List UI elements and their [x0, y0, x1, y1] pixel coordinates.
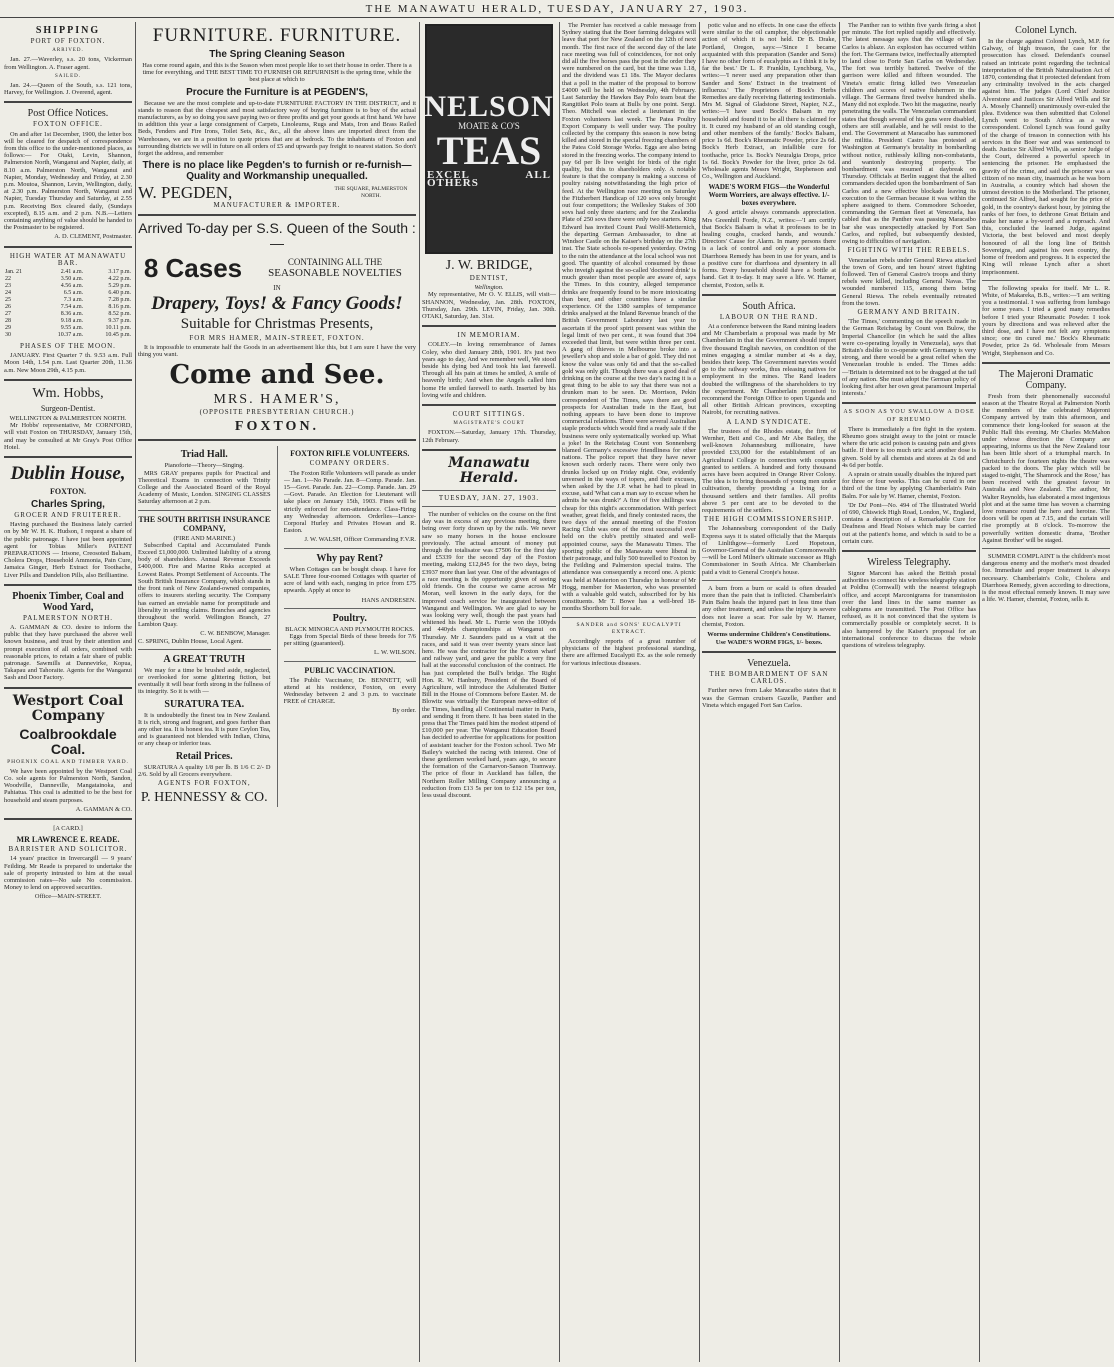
divider: [422, 490, 556, 491]
syndicate-text: The trustees of the Rhodes estate, the firm of Wernher, Beit and Co., and Mr Abe Bailey, the well-known Johannesburg millionaire, have provided £33,000 for the establishment of an Agricultural College in connection with coupons granted to settlers. A hundred and forty thousand acres have been acquired in Orange River Colony. The idea is to bring thousands of young men under cultivation, thereby providing a living for a thousand settlers and their families. All profits above 5 per cent are to be devoted to the requirements of the settlers.: [702, 427, 836, 514]
fighting-text: Venezuelan rebels under General Riewa attacked the town of Goro, and ten hours' street fighting followed. Ten of General Castro's troops and thirty rebels were killed, including General Navas. The wounded numbered 115, among them being General Riewa. The rebels eventually retreated from the town.: [842, 256, 976, 307]
south-british-text: Subscribed Capital and Accumulated Funds Exceed £1,000,000. Unlimited liability of a strong body of shareholders. Annual Revenue Exceeds £400,000. Fire and Marine Risks accepted at Lowest Rates. Prompt Settlement of Accounts. The South British Insurance Company, which stands in the front rank of New Zealand-owned companies, offers to insurers sterling security. The Company has earned an enviable name for promptitude and liberality in settling claims. Branches and agencies throughout the world. Wellington Branch, 27 Lambton Quay.: [138, 541, 271, 629]
rent-heading: Why pay Rent?: [316, 552, 384, 564]
commissioner-heading: THE HIGH COMMISSIONERSHIP.: [703, 515, 835, 524]
westport-heading: Westport Coal Company: [12, 692, 124, 724]
tide-date: 27: [5, 311, 11, 318]
column-rule: [559, 22, 560, 1362]
bridge-text: My representative, Mr O. V. ELLIS, will visit— SHANNON, Wednesday, Jan. 28th. FOXTON, Thursday, Jan. 29th. LEVIN, Friday, Jan. 30th. OTAKI, Saturday, Jan. 31st.: [422, 291, 556, 321]
hobbs-subheading: Surgeon-Dentist.: [40, 403, 96, 413]
fighting-heading: FIGHTING WITH THE REBELS.: [847, 246, 971, 255]
court-heading: COURT SITTINGS.: [452, 410, 526, 419]
mrs-hamer-heading: MRS. HAMER'S,: [213, 392, 341, 408]
divider: [422, 404, 556, 406]
column-2: [138, 22, 416, 1362]
for-mrs-hamer: FOR MRS HAMER, MAIN-STREET, FOXTON.: [189, 333, 365, 342]
poultry-signature: L. W. WILSON.: [374, 649, 416, 657]
rheumo-text: There is immediately a fire fight in the system. Rheumo goes straight away to the joint or muscle where the uric acid poison is causing pain and gives battle. If there is too much uric acid another dose is given. Sold by all chemists and stores at 2s 6d and 4s 6d per bottle.: [842, 425, 976, 469]
retail-prices: SURATURA A quality 1/8 per lb. B 1/6 C 2/- D 2/6. Sold by all Grocers everywhere.: [138, 763, 271, 778]
column-rule: [135, 22, 136, 1362]
wade-heading: WADE'S WORM FIGS—the Wonderful Worm Worriers, are always effective. 1/- boxes everywhere.: [708, 183, 830, 208]
memoriam-text: COLEY.—In loving remembrance of James Coley, who died January 28th, 1901. It's just two years ago to day, And we remember well, We stood beside his dying bed And took his last farewell. Through all his pain at times he smiled, A smile of heavenly birth; And when the Angels called him home He smiled farewell to earth. Inserted by his loving wife and children.: [422, 341, 556, 399]
triad-text: MRS GRAY prepares pupils for Practical and Theoretical Exams in connection with Trinity College and the Associated Board of the Royal Academy of Music, London. SINGING CLASSES Saturday afternoon at 2 p.m.: [138, 469, 271, 506]
drapery-heading: Drapery, Toys! & Fancy Goods!: [151, 292, 403, 314]
arrived-today-heading: Arrived To-day per S.S. Queen of the South :—: [138, 220, 416, 252]
hobbs-heading: Wm. Hobbs,: [32, 385, 104, 401]
divider: [4, 584, 132, 586]
court-subheading: MAGISTRATE'S COURT: [453, 421, 525, 427]
divider: [284, 608, 417, 609]
triad-heading: Triad Hall.: [180, 449, 228, 461]
column-5: [702, 22, 836, 1362]
foxton-heading: FOXTON.: [234, 419, 320, 435]
south-africa-text: At a conference between the Rand mining leaders and Mr Chamberlain a proposal was made by Mr Chamberlain in that the Government should import five thousand English navvies, on condition of the mines engaging a similar number at 4s a day, besides their keep. The Government navvies would go to the railway works, thus releasing natives for employment in the mines. The Rand leaders doubted the willingness of the shareholders to try the experiment. Mr Chamberlain promised to recommend the Foreign Office to open Uganda and all other British African provinces, excepting Nairobi, for recruiting natives.: [702, 322, 836, 417]
column-rule: [979, 22, 980, 1362]
divider: [284, 548, 417, 549]
south-africa-heading: South Africa.: [742, 300, 796, 312]
column-3: [422, 22, 556, 1362]
nelson-logo-title: NELSON: [424, 90, 554, 124]
tide-date: 28: [5, 318, 11, 325]
tide-pm: 6.40 p.m.: [108, 290, 131, 297]
venezuela-subheading: THE BOMBARDMENT OF SAN CARLOS.: [709, 670, 829, 686]
reade-office: Office—MAIN-STREET.: [34, 893, 102, 901]
two-col-section: [138, 446, 416, 807]
divider: [4, 101, 132, 103]
tide-pm: 7.28 p.m.: [108, 297, 131, 304]
majeroni-text: Fresh from their phenomenally successful season at the Theatre Royal at Palmerston North the members of the celebrated Majeroni Company arrived by train this afternoon, and commence their long-looked for season at the Public Hall this evening. Mr Charles McMahon under whose direction the Company are appearing, informs us that the New Zealand tour has been little short of a triumphal march. In Christchurch for fourteen nights the theatre was packed to the doors. The play which will be staged to-night, 'The Shamrock and the Rose,' has been received with the greatest favour in Australia and New Zealand. The author, Mr Walter Reynolds, has elaborated a most ingenious plot and at the same time has woven a charming love romance round the hero and heroine. The doors will be open at 7.15, and the curtain will rise promptly at 8 o'clock. To-morrow the powerfully written domestic drama, 'Brother Against Brother' will be staged.: [982, 392, 1110, 544]
wireless-text: Signor Marconi has asked the British postal authorities to connect his wireless telegraphy station at Poldhu (Cornwall) with the nearest telegraph office, and accept Marconigrams for transmission over the land lines in the same manner as cablegrams are transmitted. The Post Office has refused, as it is not convinced that the system is commercially possible or completely secret. It is also hampered by the Kaiser's proposal for an international conference to discuss the whole questions of wireless telegraphy.: [842, 570, 976, 650]
tide-pm: 9.37 p.m.: [108, 318, 131, 325]
divider: [982, 548, 1110, 549]
cases-count: 8 Cases: [143, 253, 243, 284]
tide-row: [4, 283, 132, 290]
pegden-address: THE SQUARE, PALMERSTON NORTH.: [334, 185, 408, 200]
triad-subheading: Pianoforte—Theory—Singing.: [164, 462, 244, 470]
tide-pm: 8.52 p.m.: [108, 311, 131, 318]
containing-label: CONTAINING ALL THE: [287, 257, 383, 268]
pegden-name: W. PEGDEN,: [138, 183, 233, 203]
lynch-text: In the charge against Colonel Lynch, M.P. for Galway, of high treason, the case for the prosecution has closed. Defendant's counsel raised an intricate point regarding the technical interpretation of the British Naturalisation Act of 1870, contending that it protected defendant from any criminality involved in the acts charged against him. The judges (Lord Chief Justice Alverstone and Justices Sir Alfred Wills and Sir A. Mosely Channell) unanimously over-ruled the plea. Evidence was then submitted that Colonel Lynch went to South Africa as a war correspondent. Colonel Lynch was found guilty of the charge of treason in connection with his services in the Boer war and was sentenced to death. Justice Sir Alfred Wills, as senior Judge of the Court, delivered a powerful speech in sentencing the prisoner. He emphasised the gravity of the crime, and said the prisoner was a citizen of no mean city, inasmuch as he was born in Australia, a country which had shown the utmost devotion to the Motherland. The prisoner, continued Sir Alfred, had sought for the price of gold, in the country's darkest hour, by joining the ranks of her foes, to dethrone Great Britain and make her name a by-word and a reproach. And this, concluded the learned Judge, against Victoria, the best beloved and most deeply honoured of all the long line of British Sovereigns, and against his own country, the home of freedom and progress. It is expected the King will release Lynch after a short imprisonment.: [982, 38, 1110, 276]
suratura-heading: SURATURA TEA.: [164, 698, 245, 710]
sailed-label: SAILED.: [54, 73, 82, 79]
furniture-text-2: Because we are the most complete and up-to-date FURNITURE FACTORY IN THE DISTRICT, and it stands to reason that the cheapest and most satisfactory way of buying furniture is to buy of the actual manufacturers, as by so doing you save paying two or three profits and get your goods at first hand. We have in addition this year a large consignment of Carpets, Linoleums, Rugs and Mats, Iron and Brass Railed Beds, Fenders and Fire Irons, Toilet Sets, &c., &c., all the above lines are imported direct from the Warehouses, we are in a position to quote prices that are at bedrock. To the inhabitants of Foxton and surrounding districts we will in future on all orders of £5 and upwards pay freight to nearest station. So don't forget the address, and remember: [138, 99, 416, 158]
spring-text: Having purchased the Business lately carried on by Mr W. H. K. Hudson, I request a share of the public patronage. I have just been appointed agent for Tobias Miller's PATENT PREPARATIONS — Irisone, Creosoted Balsam, Cholera Drops, Household Ammonia, Pain Cure, Jamaica Ginger, Herb Extract for Toothache, Liver Pills and Dandelion Pills, also Brilliantine.: [4, 521, 132, 579]
burn-text: A burn from a burn or scald is often dreaded more than the pain that is inflicted. Chamberlain's Pain Balm heals the injured part in less time than any other treatment, and unless the injury is severe does not leave a scar. For sale by W. Hamer, chemist, Foxton.: [702, 584, 836, 628]
tide-am: 9.18 a.m.: [60, 318, 84, 325]
sander-heading: SANDER and SONS' EUCALYPTI EXTRACT.: [576, 621, 682, 635]
no-place-heading: There is no place like Pegden's to furnish or re-furnish—Quality and Workmanship unequalled.: [142, 160, 412, 183]
bridge-place: Wellington.: [474, 284, 504, 292]
phoenix-place: PALMERSTON NORTH.: [22, 613, 114, 622]
nelson-logo-sub: MOATE & CO'S: [458, 121, 520, 132]
tide-am: 7.54 a.m.: [60, 304, 84, 311]
sprain-text: A sprain or strain usually disables the injured part for three or four weeks. This can be cured in one third of the time by applying Chamberlain's Pain Balm. For sale by W. Hamer, chemist, Foxton.: [842, 470, 976, 500]
post-office-heading: Post Office Notices.: [27, 108, 109, 120]
remedies-text: potic value and no effects. In one case the effects were similar to the oil camphor, the objectionable action of which it is not held. Dr B. Drake, Portland, Oregon, says:—'Since I became acquainted with this preparation (Sander and Sons) I have no other form of eucalyptus as I think it is by far the best.' Dr L. P. Franklin, Lynchburg, Va., writes:—'I never used any preparation other than Sander and Sons' Extract in the treatment of influenza.' The Proprietors of Bock's Herbs Remedies are daily receiving flattering testimonials. Mrs M. Signal of Gladstone Street, Napier, N.Z., writes:—'I have used Bock's Balsam in my household and found it to be all there is claimed for it. It cured my husband of an old standing cough, and other members of the family.' Bock's Balsam, price 1s 6d. Bock's Rheumatic Powder, price 2s 6d. Bock's Herb Extract, an infallible cure for toothache, price 1s. Bock's Neuralgia Drops, price 1s 6d. Bock's Powder for the liver, price 2s 6d. Wholesale agents Messrs Wright, Stephenson and Co., Wellington and Auckland.: [702, 22, 836, 181]
divider: [702, 294, 836, 296]
impossible-text: It is impossible to enumerate half the Goods in an advertisement like this, but I am sure I have the very thing you want.: [138, 343, 416, 359]
court-text: FOXTON.—Saturday, January 17th. Thursday, 12th February.: [422, 429, 556, 444]
tide-date: 29: [5, 325, 11, 332]
right-subcolumn: [284, 446, 417, 807]
divider: [982, 280, 1110, 281]
south-british-subheading: (FIRE AND MARINE.): [173, 534, 236, 542]
venezuela-continued-text: The Panther ran to within five yards firing a shot per minute. The fort replied rapidly and effectively. The latest message says that the village of San Carlos is ablaze. An explosion has occurred within the fort. The Germans twice, ineffectually attempted to land close to Forte San Carlos on Wednesday. The fort was terribly battered. Twelve of the garrison were killed and fifteen wounded. The Vineta's erratic firing killed two Venezuelan children and scores of native fishermen in the village. The Germans fired twelve hundred shells. Many did not explode. Two hit the magazine, nearly penetrating the walls. The Venezuelan commandant states that though several of his guns were disabled, others are still available, and he will resist to the end. The Government at Maracaibo has summoned the militia. President Castro has protested at Washington at Germany's brutality in bombarding without notice, ruthlessly killing non-combatants, and wantonly destroying property. The bombardment was resumed at daybreak on Thursday. Officials at Berlin suggest that the allied commanders decided upon the bombardment of San Carlos and a new effective blockade leaving its execution to the German because it was within the sphere assigned to them. Commodore Schoeder, commanding the German fleet at Venezuela, has cabled that as the Panther was passing Maracaibo bar she was unexpectedly attacked by Fort San Carlos, and replied, but subsequently desisted, owing to difficulties of navigation.: [842, 22, 976, 246]
dublin-town: FOXTON.: [49, 486, 87, 496]
south-british-heading: THE SOUTH BRITISH INSURANCE COMPANY,: [138, 514, 271, 533]
nelson-logo-excel: EXCEL ALL OTHERS: [427, 169, 551, 189]
divider: [4, 687, 132, 689]
post-office-text: On and after 1st December, 1900, the letter box will be cleared for despatch of correspondence from this office to the under-mentioned places, as follows:— For Otaki, Levin, Shannon, Palmerston North, Wanganui and Napier, daily, at 8.10 a.m. Palmerston North, Wanganui and Napier, Monday, Wednesday and Friday, at 2.30 p.m. Moutoa, Shannon, Levin, Wellington, daily, at 2.30 p.m. Palmerston North, Wanganui and Napier, Tuesday Thursday and Saturday, at 2.55 p.m. Receiving Box cleared daily, (Sundays excepted), 8.15 a.m. and 2 p.m. N.B.—Letters containing anything of value should be handed to the Postmaster to be registered.: [4, 130, 132, 232]
vaccination-text: The Public Vaccinator, Dr. BENNETT, will attend at his residence, Foxton, on every Wednesday between 2 and 3 p.m. to vaccinate FREE of CHARGE.: [283, 676, 416, 706]
tide-pm: 3.17 p.m.: [108, 269, 131, 276]
tide-row: [4, 269, 132, 276]
truth-heading: A GREAT TRUTH: [163, 653, 246, 665]
pegden-role: MANUFACTURER & IMPORTER.: [213, 201, 341, 210]
suratura-text: It is undoubtedly the finest tea in New Zealand. It is rich, strong and fragrant, and goes further than any other tea. It is honest tea. It is pure Ceylon Tea, and is guaranteed not blended with Indian, China, or any cheap or inferior teas.: [138, 711, 271, 748]
tide-row: [4, 318, 132, 325]
divider: [422, 506, 556, 507]
south-british-local: C. SPRING, Dublin House, Local Agent.: [138, 637, 244, 645]
spring-trade: GROCER AND FRUITERER.: [14, 510, 122, 519]
tide-am: 7.3 a.m.: [63, 297, 84, 304]
tide-am: 9.55 a.m.: [60, 325, 84, 332]
worms-heading: Worms undermine Children's Constitutions. Use WADE'S WORM FIGS, 1/- boxes.: [707, 631, 831, 646]
testimonial-text: The following speaks for itself. Mr L. R. White, of Makareka, B.B., writes:—'I am writing you a testimonial. I was suffering from lumbago for some years. I tried a good many remedies before I tried your Rheumatic Powder. I took yours by directions and was relieved after the third dose, and I have not felt any symptoms since; one tin cured me.' Bock's Rheumatic Powder, price 2s 6d. Wholesale from Messrs Wright, Stephenson and Co.: [982, 284, 1110, 357]
post-office-subheading: FOXTON OFFICE.: [33, 120, 103, 129]
divider: [422, 449, 556, 451]
tide-pm: 10.45 p.m.: [105, 332, 131, 339]
hobbs-place: WELLINGTON & PALMERSTON NORTH.: [9, 414, 127, 422]
reade-text: 14 years' practice in Invercargill — 9 years' Feilding. Mr Reade is prepared to undertake the sale of property intrusted to him at the usual commission rates—No sale No commission. Money to lend on approved securities.: [4, 855, 132, 892]
pegden-signature: [138, 183, 416, 203]
agents-label: AGENTS FOR FOXTON,: [157, 778, 251, 787]
divider: [562, 617, 696, 618]
vaccination-signature: By order.: [392, 707, 416, 715]
rent-text: When Cottages can be bought cheap. I have for SALE Three four-roomed Cottages with quarter of acre of land with each, ranging in price from £75 upwards. Apply at once to: [283, 565, 416, 595]
memoriam-heading: IN MEMORIAM.: [457, 331, 521, 340]
tide-pm: 5.29 p.m.: [108, 283, 131, 290]
opposite-church: (OPPOSITE PRESBYTERIAN CHURCH.): [199, 408, 355, 417]
commissioner-text: The Johannesburg correspondent of the Daily Express says it is stated officially that the Marquis of Linlithgow—formerly Lord Hopetoun, Governor-General of the Australian Commonwealth—will be Lord Milner's ultimate successor as High Commissioner in South Africa. Mr Chamberlain paid a visit to General Cronje's house.: [702, 525, 836, 576]
divider: [4, 456, 132, 458]
lynch-heading: Colonel Lynch.: [1015, 25, 1077, 36]
tide-am: 8.36 a.m.: [60, 311, 84, 318]
news-text: The Premier has received a cable message from Sydney stating that the Boer farming delegates will leave that port for New Zealand on the 12th of next month. The first race of the second day of the late race meeting was full of coincidences, for not only did all the five horses pass the post in the order they were numbered on the card, but the time was 1.18, and the dividend was £1 18s. The Mayor declares that a poll in the matter of the proposal to borrow £4000 will be held on Wednesday, 4th February. Last Saturday the Hawkes Bay Polo team beat the Rangitikei Polo team at Bulls by one point. Sergt. Theo. Mitchell was elected a lieutenant in the Foxton volunteers last week. The Patea Poultry Export Company is well under way. The poultry collected by the company this season is now being killed and stored in the special freezing chambers of the Patea Cold Storage Works. Eggs are also being stored in the freezing works. The company intend to pay 6d per lb live weight for birds of the right quality, but this to shareholders only. A notable feature is that the company is making a success of poultry raising notwithstanding the high price of feed. At the Wellington race meeting on Saturday the Fitzherbert Handicap of 120 sovs only brought out four competitors; the Wellesley Stakes of 300 sovs had only three starters; and for the Zealandia Plate of 250 sovs there were only two starters. King Edward has invited Count Paul Wolff-Metternich, the departing German Ambassador, to dine at Windsor Castle on the Kaiser's birthday on the 27th inst. The State schools re-opened yesterday. Owing to the rain the attendance at the local school was not good. The quantity of alcohol consumed by those who inveigh against the so-called 'doctored drink' is much greater than most people are aware of, says the Times. In this country, alleged temperance drinks are frequently found to be more intoxicating than beer, and other countries have a similar experience. Of the 1380 samples of temperance drinks analysed at the Inland Revenue branch of the British Government Laboratory last year to ascertain if the proof spirit present was within the legal limit of two per cent., it was found that 394 exceeded that limit, but were within three per cent. A gang of thieves in Melbourne broke into a jeweller's shop and stole a bar of gold. They did not know the value was only 6d and that the so-called gold was only gilt. Though there was a good deal of drinking on the course at the two day's racing it is a great thing to be able to say that there was not a drunken man to be seen. Dr. Morrison, Pekin correspondent of The Times, says there are good prospects for Australian trade in the East, but nothing appears to have been done to improve commercial relations. There were several Australian staple products which would find a ready sale if the business were only systematically worked up. What a joke! In the Reichstag Count von Sonnenberg blamed Germany's excessive friendliness for other nations. The police report that they have never known such orderly races. There were only two drunks locked up on Friday night. One, evidently unversed in the ways of topers, and their excuses, when asked by the J.P. what he had to plead in excuse, said 'What can a man say to excuse when he admits he was drunk?' A fine of five shillings was cheap for this night's accommodation. With perfect weather, great fields, and finely contested races, the two days of the annual meeting of the Foxton Racing Club was one of the most successful ever held on the club's prettily situated and well-appointed course, says the Manawatu Times. The sporting public of the Manawatu were liberal in their patronage, and fully 500 travelled to Foxton by the Feilding and Palmerston special trains. The attendance was consequently a record one. A picnic was held at Masterton on Thursday in honour of Mr Hogg, member for Masterton, who was presented with a valuable gold watch, subscribed for by his constituents. Mr T. Bowe has a well-bred 18-months Shorthorn bull for sale.: [562, 22, 696, 613]
rifle-heading: FOXTON RIFLE VOLUNTEERS.: [290, 449, 410, 459]
divider: [842, 550, 976, 552]
divider: [982, 362, 1110, 364]
westport-yard: PHOENIX COAL AND TIMBER YARD.: [7, 758, 129, 765]
furniture-heading: FURNITURE. FURNITURE.: [152, 25, 402, 46]
column-6: [842, 22, 976, 1362]
tide-row: [4, 276, 132, 283]
rifle-signature: J. W. WALSH, Officer Commanding F.V.R.: [304, 536, 416, 544]
column-rule: [699, 22, 700, 1362]
come-and-see-heading: Come and See.: [169, 360, 385, 391]
wireless-heading: Wireless Telegraphy.: [867, 557, 951, 569]
poultry-text: Eggs from Special Birds of these breeds for 7/6 per sitting (guaranteed).: [283, 632, 416, 648]
cases-row: [138, 254, 416, 282]
divider: [138, 439, 416, 441]
dublin-heading: Dublin House,: [10, 462, 126, 484]
divider: [4, 379, 132, 381]
vaccination-heading: PUBLIC VACCINATION.: [304, 665, 396, 675]
germany-britain-heading: GERMANY AND BRITAIN.: [857, 307, 961, 316]
shipping-subheading: PORT OF FOXTON.: [30, 37, 106, 45]
column-4: [562, 22, 696, 1362]
column-1: [4, 22, 132, 1362]
tide-date: Jan. 21: [5, 269, 22, 276]
paper-date: TUESDAY, JAN. 27, 1903.: [438, 493, 540, 502]
south-british-signature: C. W. BENBOW, Manager.: [200, 630, 271, 638]
tide-date: 24: [5, 290, 11, 297]
hennessy-heading: P. HENNESSY & CO.: [140, 790, 268, 806]
westport-signature: A. GAMMAN & CO.: [75, 805, 132, 813]
card-label: [A CARD.]: [53, 824, 83, 832]
column-rule: [839, 22, 840, 1362]
in-label: IN: [273, 284, 281, 293]
tide-date: 25: [5, 297, 11, 304]
sander-text: Accordingly reports of a great number of physicians of the highest professional standing, there are affirmed Eucalypti Ex. as the sole remedy for various infectious diseases.: [562, 638, 696, 667]
procure-heading: Procure the Furniture is at PEGDEN'S,: [186, 86, 368, 98]
arrived-text: Jan. 27.—Waverley, s.s. 20 tons, Vickerman from Wellington. A. Fraser agent.: [4, 56, 132, 71]
tide-pm: 10.11 p.m.: [105, 325, 131, 332]
divider: [4, 818, 132, 820]
germany-britain-text: 'The Times,' commenting on the speech made in the German Reichstag by Count von Bulow, the Imperial Chancellor (in which he said the allies were co-operating loyally in Venezuela), says that Britain's dislike to co-operate with Germany is very strong, and there would be a great relief when the Venezuelan trouble is ended. The Times adds:—'Britain is determined not to be dragged at the tail of any nation. She must adopt the German policy of looking first after her own great paramount Imperial interests.': [842, 318, 976, 398]
subcolumn-rule: [277, 446, 278, 807]
tide-am: 6.5 a.m.: [63, 290, 84, 297]
shipping-heading: SHIPPING: [35, 25, 101, 36]
tide-row: [4, 325, 132, 332]
deafness-text: 'Dr Du' Pont—No. 494 of The Illustrated World of 690, Chiswick High Road, London, W., England, contains a description of a Remarkable Cure for Deafness and Head Noises which may be carried out at the patient's home, and which is said to be a certain cure.: [842, 501, 976, 545]
tide-row: [4, 332, 132, 339]
seasonable-label: SEASONABLE NOVELTIES: [268, 267, 402, 280]
moon-heading: PHASES OF THE MOON.: [20, 342, 116, 351]
arrived-label: ARRIVED.: [52, 48, 84, 54]
nelson-logo-teas: TEAS: [436, 128, 542, 174]
south-africa-subheading: LABOUR ON THE RAND.: [719, 312, 819, 321]
venezuela-text: Further news from Lake Maracaibo states that it was the German cruisers Gazelle, Panther and Vineta which engaged Fort San Carlos.: [702, 687, 836, 709]
cases-description: [254, 257, 416, 279]
divider: [422, 325, 556, 327]
furniture-text: Has come round again, and this is the Season when most people like to set their house in order. There is a time for everything, and THE BEST TIME TO FURNISH OR REFURNISH is the spring time, while the best place at which to: [142, 62, 412, 84]
tide-pm: 8.16 p.m.: [108, 304, 131, 311]
tide-date: 30: [5, 332, 11, 339]
divider: [138, 649, 271, 650]
tide-date: 23: [5, 283, 11, 290]
leader-text: The number of vehicles on the course on the first day was in excess of any previous meeting, there being over forty drawn up by the rails. We never saw so many horses in the house enclosure previously. The actual amount of money put through the totalisator was £7506 for the first day and £5339 for the second day of the Foxton meeting, making £12,845 for the two days, being £3937 more than last year. One of the advantages of a race meeting is the opportunity given of seeing old friends. On the course we came across Mr Moran, well known in the early days, for the improved coach service he inaugurated between Wanganui and Wellington. We are glad to say he was looking very well, though the past years had whitened his head. Mr L. Furrie won the 100yds and 440yds championships at Wanganui on Thursday. Mr J. Saunders paid us a visit at the races, and said it was over twenty years since last here. He was the contractor for the Foxton wharf and railway yard, and gave the public a very fine hall at the successful conclusion of the contract. He has just completed the Bull's bridge. The Right Hon. R. W. Hanbury, President of the Board of Agriculture, will introduce the Adulterated Butter Bill in the House of Commons before Easter. M. de Blowitz was virtually the European news-editor of the Times, handling all Continental matter in Paris, and sending it from there. It has been stated in the press that The Times paid him the modest stipend of £10,000 per year. The Wanganui Education Board has decided to advertise for applications for position of assistant teacher for the Foxton school. Two Mr Bailey's watched the racing with interest. One of these gentlemen worked hard, years ago, to secure the formation of the Carnarvon-Sanson Tramway. The price of flour in Auckland has fallen, the Northern Roller Milling Company announcing a reduction from £13 5s per ton to £12 15s per ton, less usual discount.: [422, 511, 556, 799]
retail-heading: Retail Prices.: [175, 750, 233, 762]
reade-subheading: BARRISTER AND SOLICITOR.: [8, 845, 128, 854]
tide-table: [4, 269, 132, 339]
divider: [842, 402, 976, 404]
spring-season-heading: The Spring Cleaning Season: [209, 49, 345, 60]
reade-heading: MR LAWRENCE E. READE.: [16, 835, 120, 845]
westport-subheading: Coalbrookdale Coal.: [19, 725, 117, 757]
rheumo-heading: AS SOON AS YOU SWALLOW A DOSE OF RHEUMO: [843, 409, 975, 423]
syndicate-heading: A LAND SYNDICATE.: [726, 417, 812, 426]
tide-am: 10.37 a.m.: [57, 332, 84, 339]
column-rule: [419, 22, 420, 1362]
bridge-subheading: DENTIST,: [469, 274, 509, 282]
moon-text: JANUARY. First Quarter 7 th. 9.53 a.m. Full Moon 14th, 1.54 p.m. Last Quarter 20th, 11.36 a.m. New Moon 29th, 4.15 p.m.: [4, 352, 132, 374]
rifle-text: The Foxton Rifle Volunteers will parade as under— Jan. 1—No Parade. Jan. 8—Comp. Parade. Jan. 15—Govt. Parade. Jan. 22—Comp. Parade. Jan. 29—Govt. Parade. An Election for Lieutenant will take place on January 15th, 1903. Fines will be strictly enforced for non-attendance. Class-Firing any Wednesday afternoon. Orderlies—Lance-Corporal Hurley and Privates Howan and R. Easton.: [283, 469, 416, 535]
cholera-text: SUMMER COMPLAINT is the children's most dangerous enemy and the mother's most dreaded foe. Immediate and proper treatment is always necessary. Chamberlain's Colic, Cholera and Diarrhoea Remedy, given according to directions, is the most effectual remedy known. It may save a life. W. Hamer, chemist, Foxton, sells it.: [982, 553, 1110, 604]
tide-am: 4.56 a.m.: [60, 283, 84, 290]
majeroni-heading: The Majeroni Dramatic Company.: [998, 368, 1094, 391]
divider: [4, 246, 132, 248]
westport-text: We have been appointed by the Westport Coal Co. sole agents for Palmerston North, Sandon, Woodville, Danneville, Mangatainoka, and Pahiatua. This coal is admitted to be the best for household and steam purposes.: [4, 767, 132, 804]
masthead: THE MANAWATU HERALD, TUESDAY, JANUARY 27, 1903.: [0, 0, 1114, 18]
tide-row: [4, 290, 132, 297]
tide-date: 26: [5, 304, 11, 311]
bridge-heading: J. W. BRIDGE,: [445, 258, 533, 273]
column-7: [982, 22, 1110, 1362]
tide-row: [4, 304, 132, 311]
paper-title: Manawatu Herald.: [448, 454, 530, 486]
divider: [138, 214, 416, 216]
divider: [284, 661, 417, 662]
venezuela-heading: Venezuela.: [747, 658, 791, 670]
post-office-signature: A. D. CLEMENT, Postmaster.: [54, 233, 132, 241]
tide-date: 22: [5, 276, 11, 283]
tide-heading: HIGH WATER AT MANAWATU BAR.: [9, 251, 127, 267]
divider: [702, 580, 836, 581]
spring-name: Charles Spring,: [31, 498, 105, 510]
poultry-heading: Poultry.: [332, 612, 367, 624]
rifle-subheading: COMPANY ORDERS.: [309, 459, 390, 468]
tide-pm: 4.22 p.m.: [108, 276, 131, 283]
tide-row: [4, 297, 132, 304]
poultry-subheading: BLACK MINORCA AND PLYMOUTH ROCKS.: [285, 625, 415, 633]
nelson-tea-logo: [425, 24, 553, 254]
rent-signature: HANS ANDRESEN.: [361, 596, 416, 604]
hobbs-text: Mr Hobbs' representative, Mr CORNFORD, will visit Foxton on THURSDAY, January 15th, and may be consulted at Mr Gray's Post Office Hotel.: [4, 422, 132, 451]
truth-text: We may for a time be brushed aside, neglected, or overlooked for some glittering fiction, but eventually it will bear forth strong in the fullness of its integrity. So it is with —: [138, 666, 271, 696]
remedies-text-2: A good article always commands appreciation. Mrs Greenhill Forde, N.Z., writes:—'I am certify that Bock's Balsam is what it professes to be in healing coughs, cracked hands, and wounds.' Directors' Cause for Alarm. In many persons there is a lack of control and only a poor stomach. Diarrhoea Remedy has been in use for years, and is a positive cure for diarrhoea and dysentery in all forms. Every household should have a bottle at hand. Get it to-day. It may save a life. W. Hamer, chemist, Foxton, sells it.: [702, 209, 836, 289]
left-subcolumn: [138, 446, 271, 807]
tide-am: 3.50 a.m.: [60, 276, 84, 283]
tide-row: [4, 311, 132, 318]
suitable-heading: Suitable for Christmas Presents,: [180, 315, 374, 332]
tide-am: 2.41 a.m.: [60, 269, 84, 276]
phoenix-heading: Phoenix Timber, Coal and Wood Yard,: [12, 590, 124, 613]
sailed-text: Jan. 24.—Queen of the South, s.s. 121 tons, Harvey, for Wellington. J. Overend, agent.: [4, 82, 132, 97]
divider: [138, 510, 271, 511]
phoenix-text: A. GAMMAN & CO. desire to inform the public that they have purchased the above well known business, and trust by their attention and prompt execution of all orders, combined with reasonable prices, to retain a fair share of public patronage. Sawmills at Dannevirke, Kopua, Takapau and Tahoraite. Agents for the Wanganui Sash and Door Factory.: [4, 623, 132, 682]
divider: [702, 651, 836, 653]
